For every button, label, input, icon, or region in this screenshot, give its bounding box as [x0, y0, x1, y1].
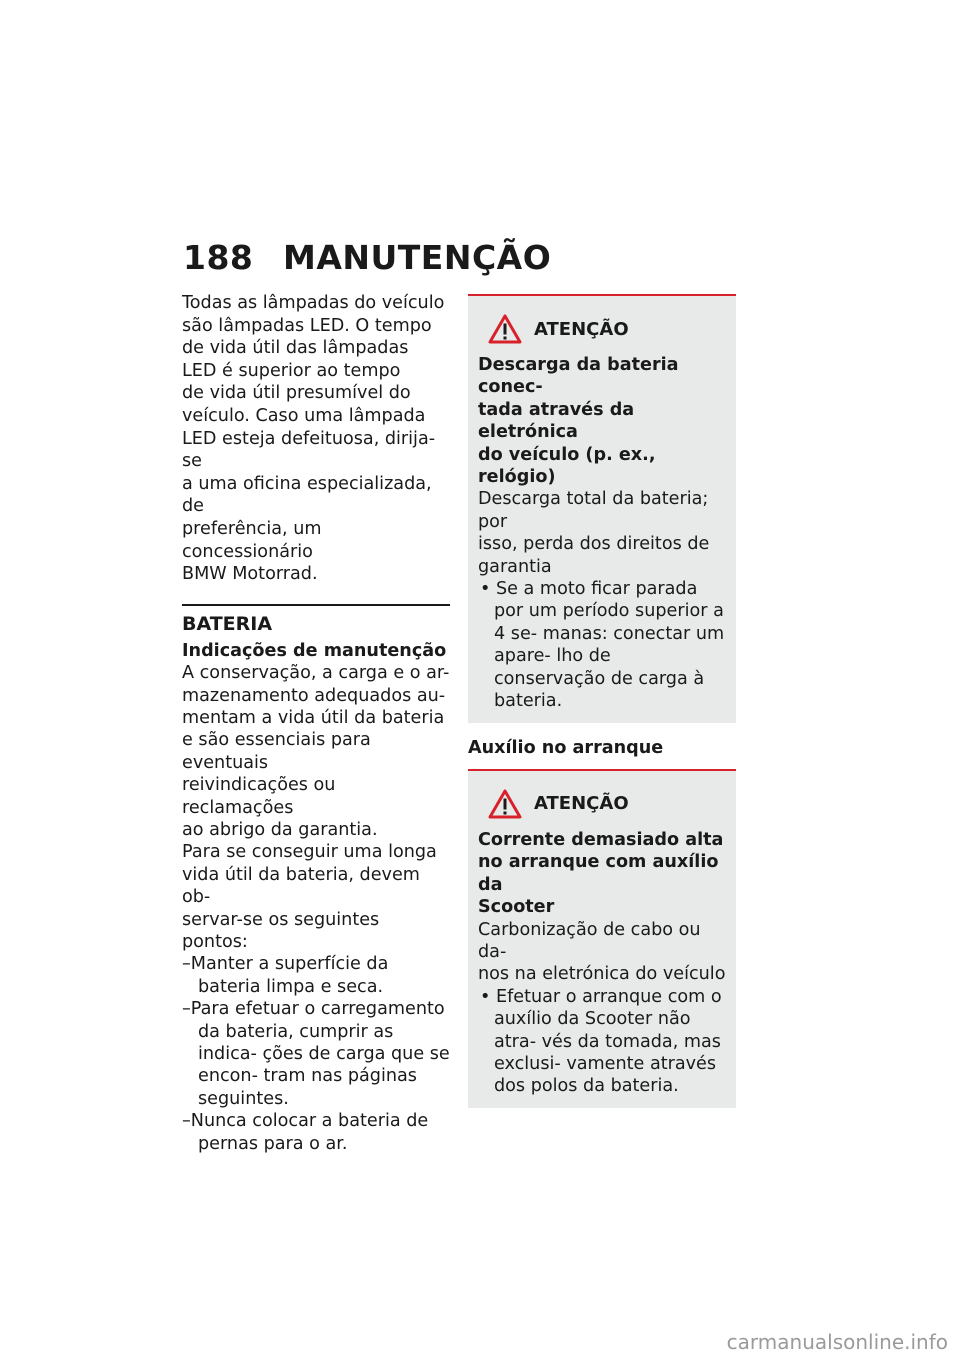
warning-header [488, 312, 726, 346]
text-line: reivindicações ou reclamações [182, 775, 336, 818]
text-line: LED é superior ao tempo [182, 360, 401, 381]
page-header [183, 238, 551, 277]
jump-start-title: Auxílio no arranque [468, 737, 664, 758]
warning-box-jump-start [468, 769, 736, 1108]
subsection-title: Indicações de manutenção [182, 640, 447, 661]
section-divider [182, 604, 450, 606]
warning-bullet: • Efetuar o arranque com o auxílio da Scooter não atra- vés da tomada, mas exclusi- vamente através dos polos da bateria. [480, 986, 722, 1097]
list-item: –Nunca colocar a bateria de pernas para o ar. [182, 1111, 429, 1154]
text-line: Todas as lâmpadas do veículo [182, 293, 445, 313]
right-column [468, 294, 736, 1108]
warning-header [488, 787, 726, 821]
list-item: –Manter a superfície da bateria limpa e seca. [182, 954, 389, 997]
left-column [182, 292, 450, 1155]
chapter-title: MANUTENÇÃO [283, 238, 552, 277]
text-line: mazenamento adequados au- [182, 685, 446, 706]
warning-title [478, 354, 726, 488]
text-line: mentam a vida útil da bateria [182, 707, 445, 728]
led-intro-paragraph [182, 292, 450, 586]
warning-label: ATENÇÃO [534, 793, 629, 815]
text-line: ao abrigo da garantia. [182, 819, 378, 840]
text-line: a uma oficina especializada, de [182, 473, 432, 517]
text-line: garantia [478, 556, 552, 577]
text-line: Descarga da bateria conec- [478, 355, 679, 398]
text-line: servar-se os seguintes pontos: [182, 909, 380, 952]
warning-triangle-icon [488, 314, 522, 344]
text-line: A conservação, a carga e o ar- [182, 663, 450, 684]
warning-box-battery-discharge [468, 294, 736, 723]
warning-label: ATENÇÃO [534, 318, 629, 340]
text-line: Para se conseguir uma longa [182, 842, 437, 863]
page-number: 188 [183, 238, 254, 277]
text-line: isso, perda dos direitos de [478, 534, 710, 555]
text-line: LED esteja defeituosa, dirija-se [182, 428, 436, 472]
text-line: tada através da eletrónica [478, 399, 635, 443]
warning-bullet: • Se a moto ficar parada por um período superior a 4 se- manas: conectar um apare- lho de conservação de carga à bateria. [480, 579, 725, 712]
list-item: –Para efetuar o carregamento da bateria, cumprir as indica- ções de carga que se encon- tram nas páginas seguintes. [182, 999, 450, 1109]
section-title: BATERIA [182, 612, 273, 635]
text-line: preferência, um concessionário [182, 518, 322, 562]
text-line: veículo. Caso uma lâmpada [182, 405, 426, 426]
text-line: Carbonização de cabo ou da- [478, 919, 701, 962]
text-line: do veículo (p. ex., relógio) [478, 444, 656, 488]
text-line: Scooter [478, 897, 555, 918]
text-line: vida útil da bateria, devem ob- [182, 864, 420, 908]
text-line: de vida útil presumível do [182, 383, 411, 404]
warning-title [478, 829, 726, 919]
dash-list [182, 953, 450, 1155]
text-line: nos na eletrónica do veículo [478, 964, 726, 985]
points-paragraph [182, 841, 450, 953]
text-line: de vida útil das lâmpadas [182, 338, 409, 359]
text-line: Corrente demasiado alta [478, 829, 724, 850]
maintenance-paragraph [182, 662, 450, 841]
text-line: são lâmpadas LED. O tempo [182, 315, 432, 336]
warning-body [478, 488, 726, 578]
warning-body [478, 919, 726, 986]
text-line: Descarga total da bateria; por [478, 489, 709, 532]
warning-triangle-icon [488, 789, 522, 819]
text-line: e são essenciais para eventuais [182, 730, 371, 773]
text-line: no arranque com auxílio da [478, 852, 719, 895]
watermark: carmanualsonline.info [726, 1330, 948, 1354]
text-line: BMW Motorrad. [182, 564, 318, 585]
